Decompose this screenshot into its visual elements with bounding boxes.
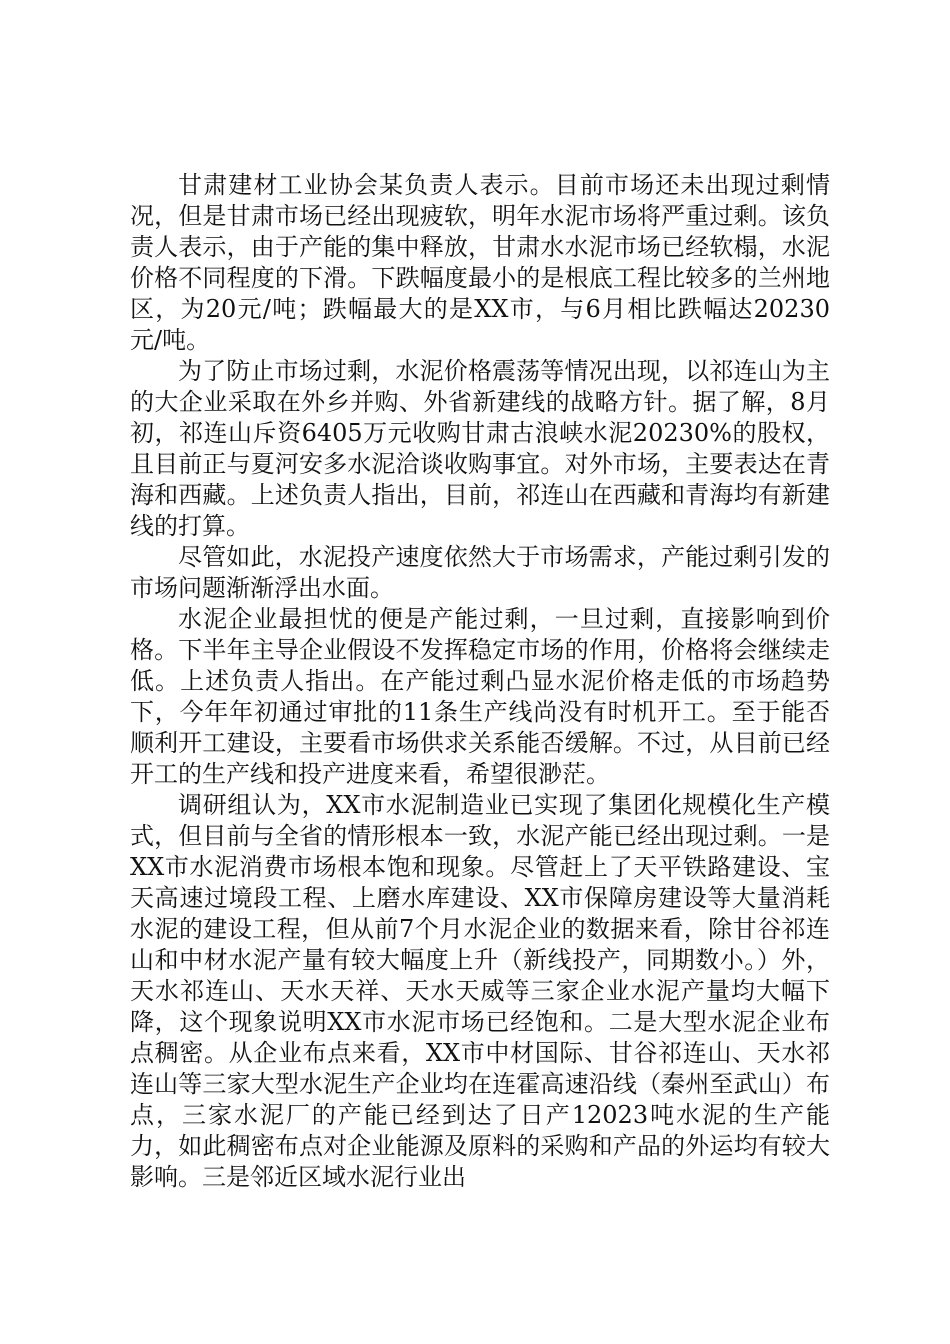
document-body [130, 170, 830, 1193]
paragraph-1: 甘肃建材工业协会某负责人表示。目前市场还未出现过剩情况，但是甘肃市场已经出现疲软，明年水泥市场将严重过剩。该负责人表示，由于产能的集中释放，甘肃水水泥市场已经软榻，水泥价格不同程度的下滑。下跌幅度最小的是根底工程比较多的兰州地区，为20元/吨；跌幅最大的是XX市，与6月相比跌幅达20230元/吨。 [130, 171, 830, 354]
paragraph-5: 调研组认为，XX市水泥制造业已实现了集团化规模化生产模式，但目前与全省的情形根本一致，水泥产能已经出现过剩。一是XX市水泥消费市场根本饱和现象。尽管赶上了天平铁路建设、宝天高速过境段工程、上磨水库建设、XX市保障房建设等大量消耗水泥的建设工程，但从前7个月水泥企业的数据来看，除甘谷祁连山和中材水泥产量有较大幅度上升（新线投产，同期数小。）外，天水祁连山、天水天祥、天水天威等三家企业水泥产量均大幅下降，这个现象说明XX市水泥市场已经饱和。二是大型水泥企业布点稠密。从企业布点来看，XX市中材国际、甘谷祁连山、天水祁连山等三家大型水泥生产企业均在连霍高速沿线（秦州至武山）布点，三家水泥厂的产能已经到达了日产12023吨水泥的生产能力，如此稠密布点对企业能源及原料的采购和产品的外运均有较大影响。三是邻近区域水泥行业出 [130, 791, 830, 1191]
paragraph-4: 水泥企业最担忧的便是产能过剩，一旦过剩，直接影响到价格。下半年主导企业假设不发挥稳定市场的作用，价格将会继续走低。上述负责人指出。在产能过剩凸显水泥价格走低的市场趋势下，今年年初通过审批的11条生产线尚没有时机开工。至于能否顺利开工建设，主要看市场供求关系能否缓解。不过，从目前已经开工的生产线和投产进度来看，希望很渺茫。 [130, 605, 830, 788]
paragraph-3: 尽管如此，水泥投产速度依然大于市场需求，产能过剩引发的市场问题渐渐浮出水面。 [130, 543, 830, 602]
paragraph-2: 为了防止市场过剩，水泥价格震荡等情况出现，以祁连山为主的大企业采取在外乡并购、外省新建线的战略方针。据了解，8月初，祁连山斥资6405万元收购甘肃古浪峡水泥20230%的股权，且目前正与夏河安多水泥洽谈收购事宜。对外市场，主要表达在青海和西藏。上述负责人指出，目前，祁连山在西藏和青海均有新建线的打算。 [130, 357, 830, 540]
